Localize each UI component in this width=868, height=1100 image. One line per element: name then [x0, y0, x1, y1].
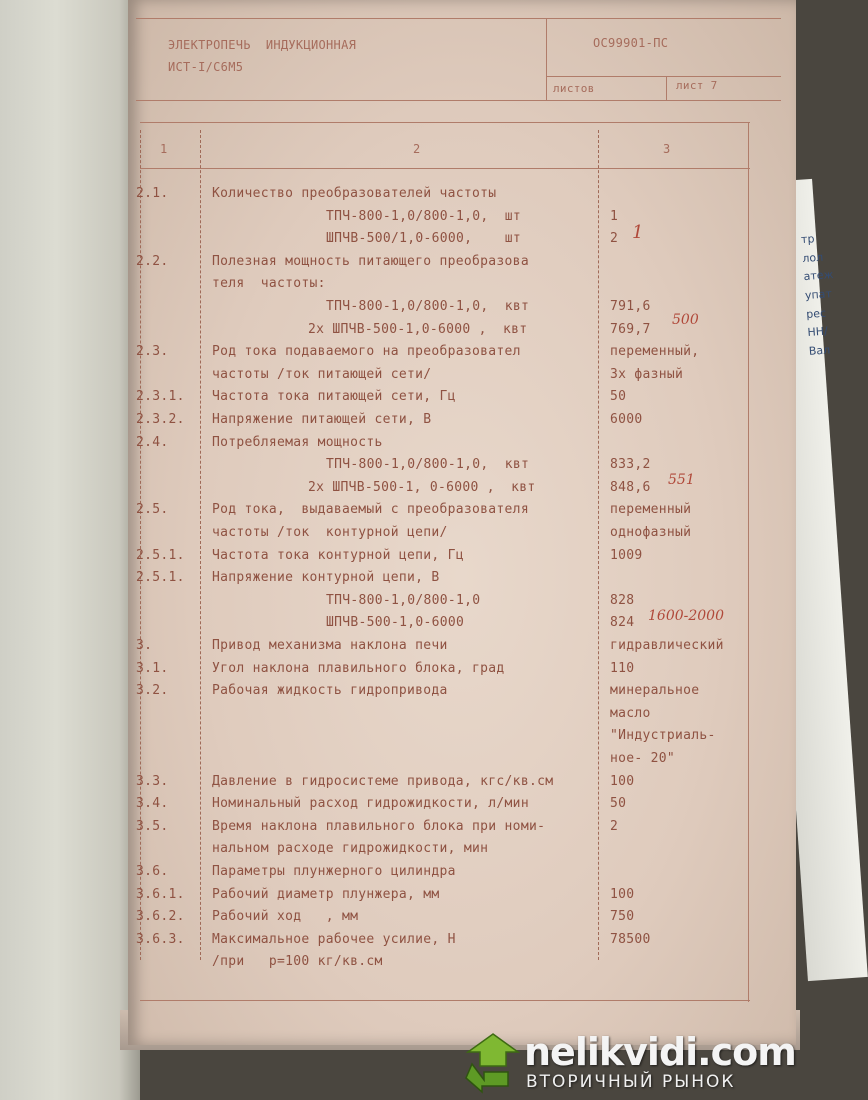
row-value: 6000 — [610, 412, 643, 427]
row-value: 791,6 — [610, 299, 651, 314]
row-description: 2х ШПЧВ-500-1,0-6000 , квт — [308, 321, 528, 337]
frame-top-line — [136, 18, 781, 19]
handwritten-note-2: 500 — [672, 312, 699, 328]
row-description: Напряжение контурной цепи, В — [212, 570, 440, 586]
row-value: 100 — [610, 773, 635, 789]
doc-code: ОС99901-ПС — [593, 36, 669, 50]
row-value: 78500 — [610, 931, 651, 947]
row-value: "Индустриаль- — [610, 728, 716, 744]
row-value: 828 — [610, 592, 635, 608]
row-number: 3.1. — [136, 660, 169, 676]
row-description: Род тока, выдаваемый с преобразователя — [212, 502, 529, 518]
row-description: теля частоты: — [212, 276, 326, 292]
row-number: 2.4. — [136, 434, 169, 450]
titleblock-divider-2 — [666, 76, 667, 100]
table-header-line — [140, 168, 750, 169]
row-description: ШПЧВ-500-1,0-6000 — [326, 615, 465, 631]
background-paper-fragment: тр — [800, 232, 815, 247]
row-value: 1009 — [610, 547, 643, 563]
col2-right-rule — [598, 130, 599, 960]
row-value: 2 — [610, 231, 619, 247]
row-description: Рабочая жидкость гидропривода — [212, 683, 448, 699]
row-description: Род тока подаваемого на преобразовател — [212, 344, 521, 360]
row-description: Угол наклона плавильного блока, град — [212, 660, 505, 676]
table-top-line — [140, 122, 750, 123]
row-number: 2.2. — [136, 253, 169, 269]
background-paper-fragment: рес — [805, 306, 827, 321]
row-description: Полезная мощность питающего преобразова — [212, 253, 529, 269]
row-description: 2х ШПЧВ-500-1, 0-6000 , квт — [308, 479, 536, 495]
row-number: 3.6.3. — [136, 931, 185, 947]
row-number: 3. — [136, 638, 153, 653]
doc-title-line1: ЭЛЕКТРОПЕЧЬ ИНДУКЦИОННАЯ — [168, 38, 357, 52]
row-value: 1 — [610, 208, 619, 224]
handwritten-note-1: 1 — [632, 222, 644, 243]
row-value: 824 — [610, 615, 635, 631]
row-value: переменный — [610, 502, 692, 518]
row-value: однофазный — [610, 525, 692, 540]
background-paper-fragment: упат — [804, 287, 833, 303]
row-description: Время наклона плавильного блока при номи- — [212, 818, 546, 834]
row-value: 769,7 — [610, 321, 651, 337]
background-paper-fragment: Вал — [808, 343, 831, 359]
background-paper-fragment: лол — [801, 250, 824, 265]
row-description: ТПЧ-800-1,0/800-1,0, шт — [326, 208, 522, 224]
background-paper-fragment: атеж — [803, 268, 834, 284]
row-description: Рабочий диаметр плунжера, мм — [212, 886, 440, 902]
row-description: Рабочий ход , мм — [212, 909, 359, 925]
row-description: частоты /ток питающей сети/ — [212, 366, 432, 382]
row-description: Номинальный расход гидрожидкости, л/мин — [212, 796, 529, 812]
row-description: Потребляемая мощность — [212, 434, 383, 450]
row-value: 3х фазный — [610, 366, 684, 382]
watermark-tagline: ВТОРИЧНЫЙ РЫНОК — [526, 1072, 736, 1092]
table-bottom-line — [140, 1000, 750, 1001]
row-number: 2.3.2. — [136, 412, 185, 427]
row-description: Параметры плунжерного цилиндра — [212, 864, 456, 879]
row-description: ШПЧВ-500/1,0-6000, шт — [326, 231, 522, 247]
row-description: нальном расходе гидрожидкости, мин — [212, 841, 489, 857]
row-description: ТПЧ-800-1,0/800-1,0 — [326, 592, 481, 608]
sheets-label: листов — [553, 82, 595, 95]
titleblock-hline — [546, 76, 781, 77]
row-value: ное- 20" — [610, 751, 676, 766]
row-description: Частота тока питающей сети, Гц — [212, 389, 456, 405]
row-description: Количество преобразователей частоты — [212, 186, 497, 201]
row-description: Давление в гидросистеме привода, кгс/кв.см — [212, 773, 554, 789]
row-value: 750 — [610, 909, 635, 925]
watermark-logo — [462, 1028, 802, 1094]
row-value: минеральное — [610, 683, 700, 699]
column-header-3: 3 — [663, 142, 671, 156]
row-description: /при р=100 кг/кв.см — [212, 954, 383, 970]
handwritten-note-4: 1600-2000 — [648, 608, 724, 624]
row-value: переменный, — [610, 344, 700, 360]
row-description: Максимальное рабочее усилие, Н — [212, 931, 456, 947]
row-description: частоты /ток контурной цепи/ — [212, 525, 448, 540]
row-description: Привод механизма наклона печи — [212, 638, 448, 653]
row-number: 3.2. — [136, 683, 169, 699]
row-number: 2.3. — [136, 344, 169, 360]
row-number: 3.6.2. — [136, 909, 185, 925]
table-right-line — [748, 122, 749, 1002]
row-value: 100 — [610, 886, 635, 902]
row-value: масло — [610, 705, 651, 721]
row-number: 3.3. — [136, 773, 169, 789]
left-binder-page — [0, 0, 140, 1100]
row-number: 3.6. — [136, 864, 169, 879]
row-number: 3.5. — [136, 818, 169, 834]
document-page — [128, 0, 796, 1045]
watermark-brand: nelikvidi.com — [524, 1030, 796, 1074]
titleblock-divider — [546, 18, 547, 100]
row-description: Напряжение питающей сети, В — [212, 412, 432, 427]
titleblock-bottom-line — [136, 100, 781, 101]
row-number: 3.4. — [136, 796, 169, 812]
row-value: 50 — [610, 389, 627, 405]
column-header-1: 1 — [160, 142, 168, 156]
row-number: 3.6.1. — [136, 886, 185, 902]
doc-title-line2: ИСТ-I/С6М5 — [168, 60, 244, 74]
handwritten-note-3: 551 — [668, 472, 695, 488]
row-number: 2.5. — [136, 502, 169, 518]
row-description: ТПЧ-800-1,0/800-1,0, квт — [326, 299, 530, 314]
row-value: 2 — [610, 818, 619, 834]
column-header-2: 2 — [413, 142, 421, 156]
sheet-label: лист 7 — [676, 79, 718, 92]
col1-right-rule — [200, 130, 201, 960]
row-value: 833,2 — [610, 457, 651, 473]
row-value: 848,6 — [610, 479, 651, 495]
row-value: гидравлический — [610, 638, 724, 653]
recycle-arrows-icon — [462, 1030, 524, 1092]
row-number: 2.5.1. — [136, 570, 185, 586]
background-paper-fragment: НН/ — [807, 324, 829, 340]
row-value: 50 — [610, 796, 627, 812]
row-description: Частота тока контурной цепи, Гц — [212, 547, 464, 563]
row-number: 2.1. — [136, 186, 169, 201]
row-number: 2.3.1. — [136, 389, 185, 405]
row-value: 110 — [610, 660, 635, 676]
row-description: ТПЧ-800-1,0/800-1,0, квт — [326, 457, 530, 473]
row-number: 2.5.1. — [136, 547, 185, 563]
